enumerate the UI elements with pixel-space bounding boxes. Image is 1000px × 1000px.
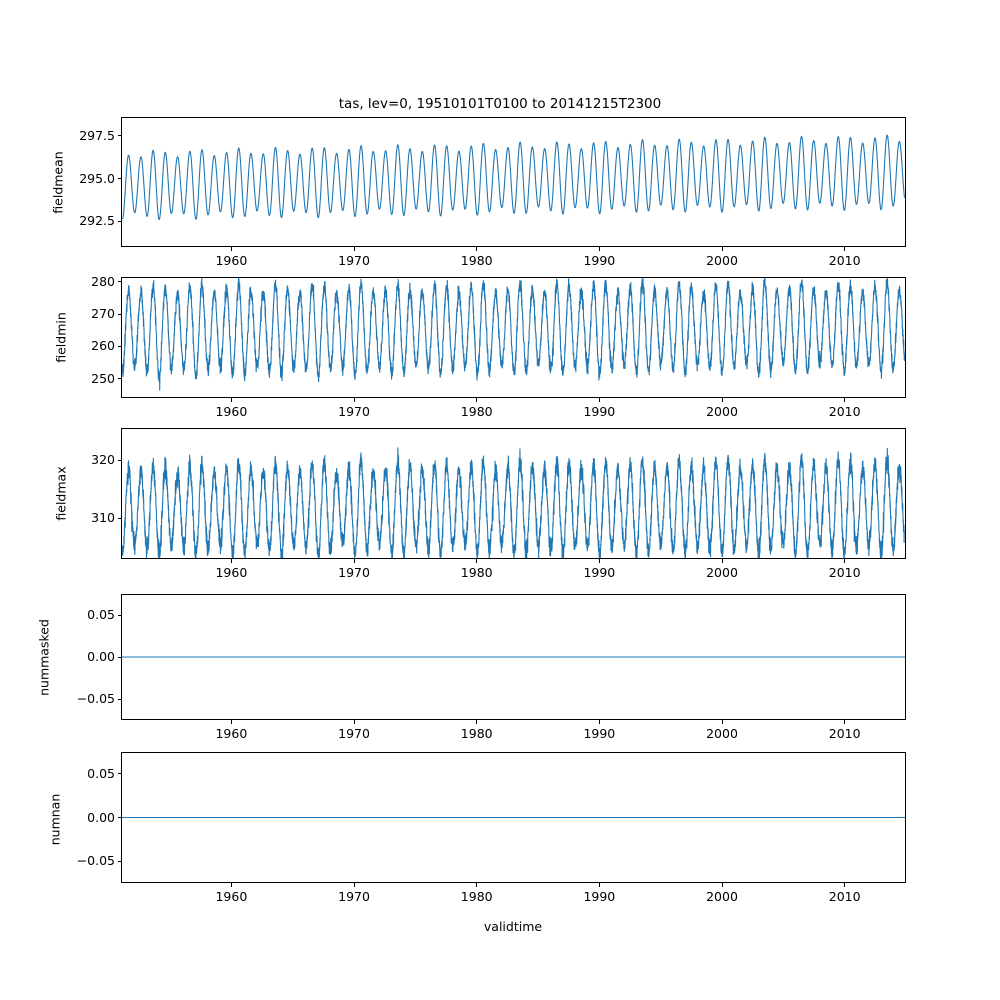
x-tickmark — [354, 883, 355, 887]
x-tickmark — [599, 559, 600, 563]
subplot-fieldmax — [121, 428, 906, 559]
x-tickmark — [476, 247, 477, 251]
x-tick-label: 2000 — [706, 404, 738, 419]
x-tickmark — [354, 559, 355, 563]
y-tickmark — [118, 817, 122, 818]
y-tickmark — [118, 314, 122, 315]
subplot-fieldmean — [121, 117, 906, 247]
x-tickmark — [231, 720, 232, 724]
x-tickmark — [722, 398, 723, 402]
x-tickmark — [844, 559, 845, 563]
x-tick-label: 1960 — [215, 889, 248, 904]
x-tickmark — [476, 883, 477, 887]
series-line — [122, 447, 905, 558]
x-tickmark — [844, 398, 845, 402]
x-tick-label: 2010 — [828, 565, 861, 580]
y-tick-label: 0.05 — [87, 765, 115, 781]
x-tick-label: 1980 — [460, 404, 493, 419]
x-tick-label: 2010 — [828, 889, 861, 904]
y-tick-label: 270 — [91, 306, 115, 322]
y-tick-label: −0.05 — [76, 853, 115, 869]
fieldmax-line-plot — [122, 429, 905, 558]
x-tick-label: 1990 — [583, 253, 616, 268]
x-tick-label: 2000 — [706, 889, 738, 904]
x-tickmark — [722, 247, 723, 251]
x-tick-label: 1990 — [583, 889, 616, 904]
x-tick-label: 1990 — [583, 404, 616, 419]
x-tick-label: 1970 — [338, 565, 370, 580]
x-tick-label: 1970 — [338, 404, 370, 419]
y-tick-label: 295.0 — [79, 170, 115, 186]
x-tick-label: 1960 — [215, 726, 248, 741]
subplot-numnan — [121, 752, 906, 883]
x-tickmark — [722, 883, 723, 887]
x-tickmark — [599, 398, 600, 402]
y-tick-label: 250 — [91, 370, 115, 386]
y-tickmark — [118, 178, 122, 179]
x-tick-label: 1960 — [215, 253, 248, 268]
x-tickmark — [476, 720, 477, 724]
y-tickmark — [118, 773, 122, 774]
y-tickmark — [118, 657, 122, 658]
y-tick-label: 297.5 — [79, 127, 115, 143]
x-tick-label: 1970 — [338, 726, 370, 741]
x-tickmark — [722, 720, 723, 724]
x-tick-label: 1970 — [338, 889, 370, 904]
x-tickmark — [599, 883, 600, 887]
y-tick-label: 0.05 — [87, 607, 115, 622]
x-tick-label: 2000 — [706, 726, 738, 741]
numnan-line-plot — [122, 753, 905, 882]
y-tick-label: 310 — [91, 510, 115, 526]
y-tickmark — [118, 861, 122, 862]
y-tick-label: 0.00 — [87, 809, 115, 825]
x-tickmark — [231, 883, 232, 887]
y-tickmark — [118, 281, 122, 282]
ylabel-nummasked: nummasked — [36, 619, 52, 696]
x-tickmark — [231, 559, 232, 563]
y-tickmark — [118, 135, 122, 136]
figure-title: tas, lev=0, 19510101T0100 to 20141215T2300 — [338, 96, 662, 112]
x-tick-label: 2010 — [828, 253, 861, 268]
y-tick-label: 260 — [91, 338, 115, 354]
x-tickmark — [599, 720, 600, 724]
series-line — [122, 278, 905, 391]
x-tickmark — [599, 247, 600, 251]
ylabel-fieldmean: fieldmean — [50, 151, 66, 214]
x-tickmark — [722, 559, 723, 563]
x-tick-label: 1960 — [215, 404, 248, 419]
x-tickmark — [354, 720, 355, 724]
x-tick-label: 2000 — [706, 565, 738, 580]
y-tick-label: 320 — [91, 452, 115, 468]
y-tickmark — [118, 460, 122, 461]
x-tickmark — [354, 247, 355, 251]
x-tick-label: 2010 — [828, 404, 861, 419]
x-tick-label: 1990 — [583, 565, 616, 580]
y-tick-label: 292.5 — [79, 213, 115, 229]
x-tick-label: 2000 — [706, 253, 738, 268]
x-tickmark — [231, 398, 232, 402]
subplot-nummasked — [121, 594, 906, 720]
y-tick-label: 280 — [91, 273, 115, 289]
x-tickmark — [476, 559, 477, 563]
xlabel-validtime: validtime — [483, 919, 543, 934]
subplot-fieldmin — [121, 277, 906, 398]
y-tickmark — [118, 518, 122, 519]
x-tick-label: 1990 — [583, 726, 616, 741]
x-tick-label: 1970 — [338, 253, 370, 268]
y-tick-label: −0.05 — [76, 691, 115, 706]
x-tickmark — [844, 883, 845, 887]
x-tick-label: 1960 — [215, 565, 248, 580]
x-tickmark — [231, 247, 232, 251]
series-line — [122, 135, 905, 219]
ylabel-numnan: numnan — [47, 793, 63, 846]
y-tickmark — [118, 699, 122, 700]
y-tickmark — [118, 346, 122, 347]
x-tick-label: 1980 — [460, 253, 493, 268]
y-tickmark — [118, 221, 122, 222]
x-tickmark — [476, 398, 477, 402]
x-tick-label: 1980 — [460, 889, 493, 904]
x-tickmark — [354, 398, 355, 402]
y-tickmark — [118, 378, 122, 379]
nummasked-line-plot — [122, 595, 905, 719]
fieldmin-line-plot — [122, 278, 905, 397]
x-tick-label: 1980 — [460, 565, 493, 580]
x-tick-label: 2010 — [828, 726, 861, 741]
ylabel-fieldmin: fieldmin — [53, 312, 69, 363]
fieldmean-line-plot — [122, 118, 905, 246]
ylabel-fieldmax: fieldmax — [53, 466, 69, 521]
x-tickmark — [844, 720, 845, 724]
x-tickmark — [844, 247, 845, 251]
y-tick-label: 0.00 — [87, 649, 115, 664]
x-tick-label: 1980 — [460, 726, 493, 741]
y-tickmark — [118, 615, 122, 616]
